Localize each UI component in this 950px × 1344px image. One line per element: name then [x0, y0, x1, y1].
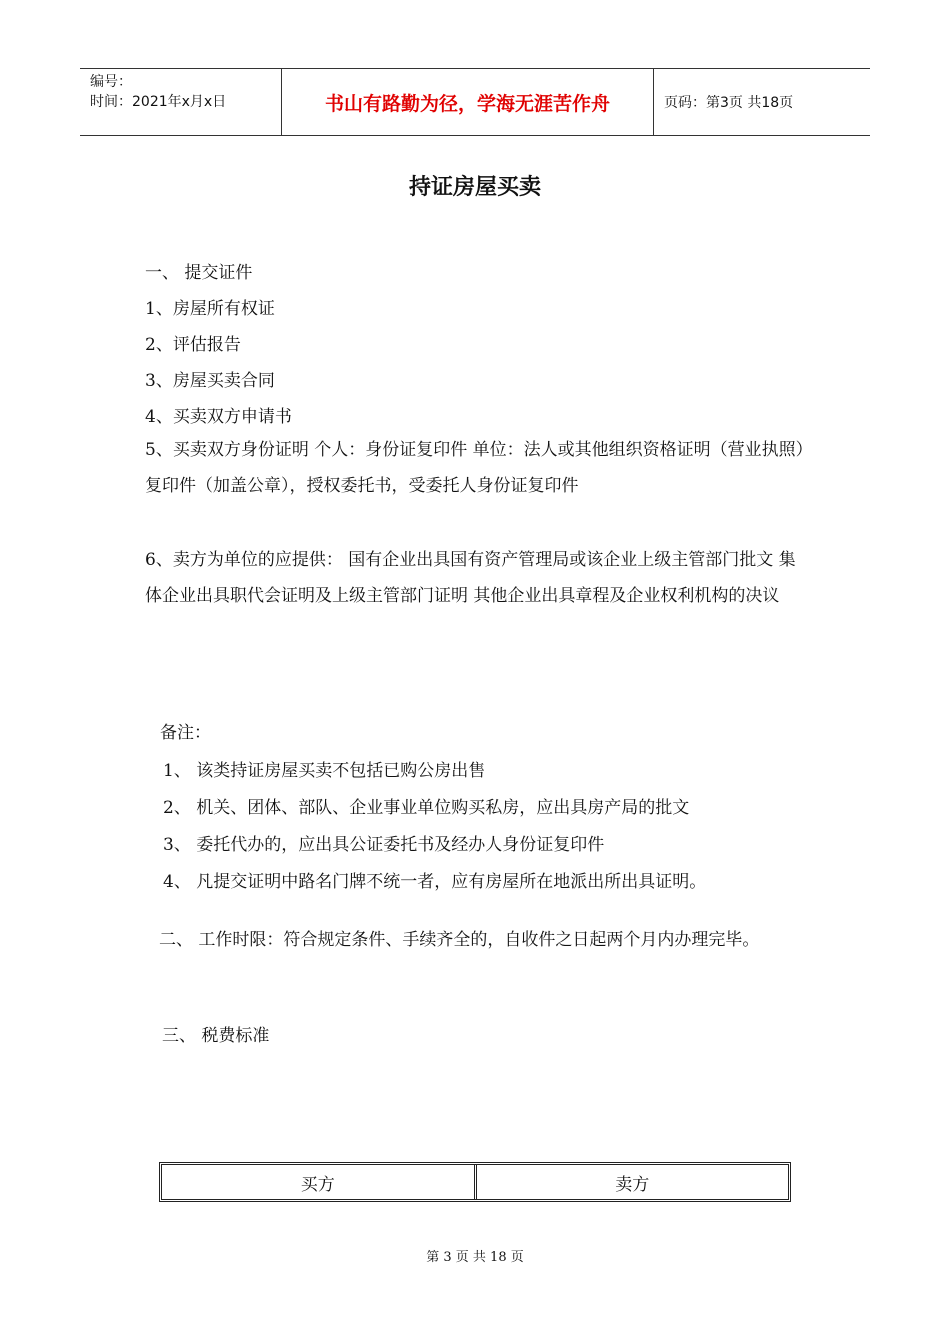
section1-item-4: 4、买卖双方申请书 — [145, 407, 292, 427]
notes-heading: 备注： — [160, 723, 211, 743]
notes-item-1: 1、 该类持证房屋买卖不包括已购公房出售 — [163, 761, 486, 781]
header-time-label: 时间：2021年x月x日 — [90, 94, 227, 110]
header-page-info: 页码：第3页 共18页 — [664, 95, 794, 111]
notes-item-2: 2、 机关、团体、部队、企业事业单位购买私房，应出具房产局的批文 — [163, 798, 690, 818]
section1-heading: 一、 提交证件 — [145, 263, 253, 283]
notes-item-3: 3、 委托代办的，应出具公证委托书及经办人身份证复印件 — [163, 835, 605, 855]
header-meta — [80, 69, 282, 135]
section1-item-5: 5、买卖双方身份证明 个人：身份证复印件 单位：法人或其他组织资格证明（营业执照）复印件（加盖公章），授权委托书，受委托人身份证复印件 — [145, 440, 805, 496]
page-footer: 第 3 页 共 18 页 — [426, 1250, 524, 1265]
document-title: 持证房屋买卖 — [408, 175, 541, 200]
section1-item-1: 1、房屋所有权证 — [145, 299, 275, 319]
header-motto-cell — [282, 69, 654, 135]
section1-item-2: 2、评估报告 — [145, 335, 241, 355]
section1-item-3: 3、房屋买卖合同 — [145, 371, 275, 391]
notes-item-4: 4、 凡提交证明中路名门牌不统一者，应有房屋所在地派出所出具证明。 — [163, 872, 707, 892]
page-header — [80, 68, 870, 136]
section1-item-6: 6、卖方为单位的应提供： 国有企业出具国有资产管理局或该企业上级主管部门批文 集体企业出具职代会证明及上级主管部门证明 其他企业出具章程及企业权利机构的决议 — [145, 550, 796, 606]
tax-table — [159, 1162, 791, 1202]
table-header-buyer: 买方 — [300, 1174, 335, 1195]
header-number-label: 编号： — [90, 74, 132, 90]
header-motto: 书山有路勤为径，学海无涯苦作舟 — [324, 92, 610, 115]
section2-text: 二、 工作时限：符合规定条件、手续齐全的，自收件之日起两个月内办理完毕。 — [159, 930, 760, 950]
section3-heading: 三、 税费标准 — [162, 1026, 270, 1046]
table-header-seller: 卖方 — [474, 1165, 789, 1199]
